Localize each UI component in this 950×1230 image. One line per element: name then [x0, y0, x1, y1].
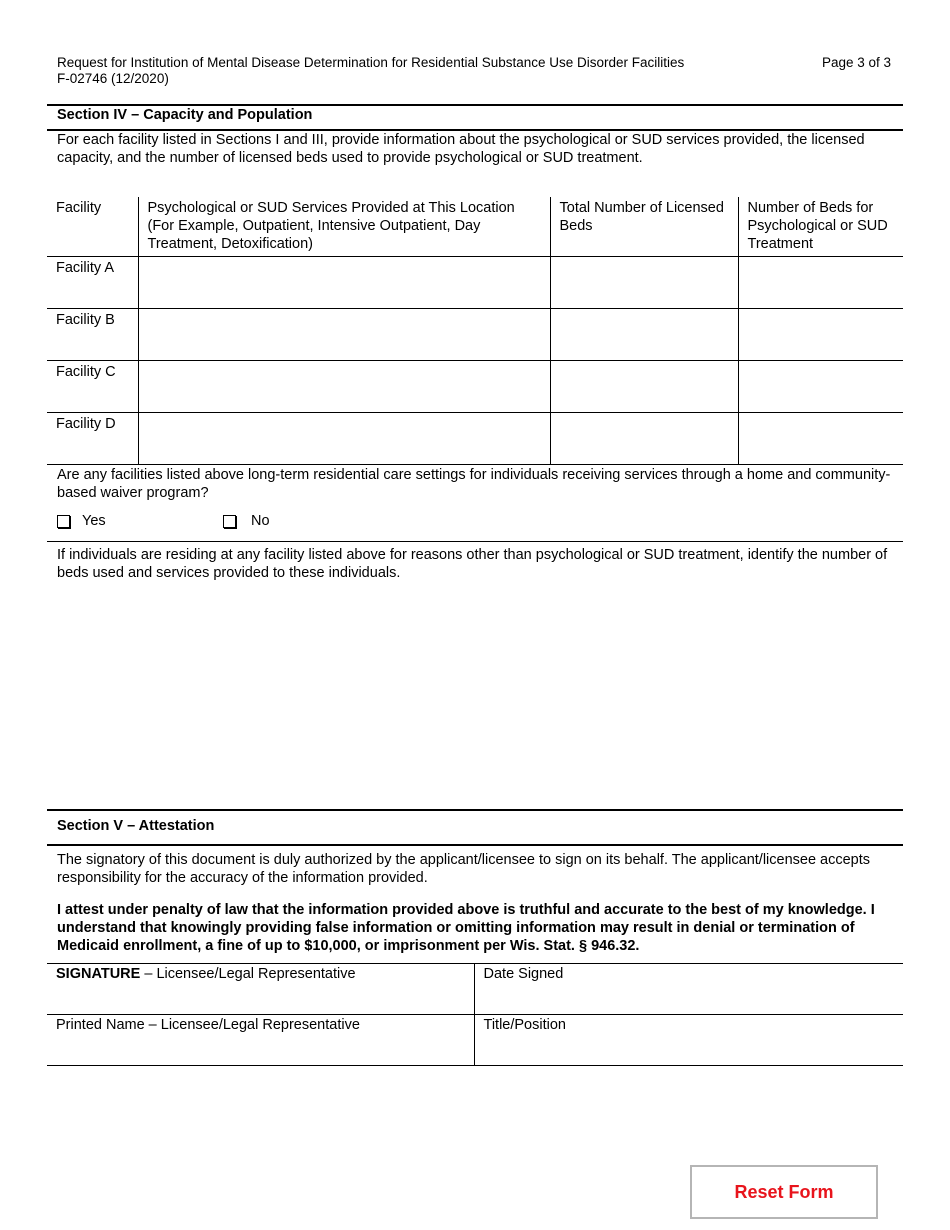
hcbs-question: Are any facilities listed above long-term residential care settings for individuals receiving services through a home and community-based waiver program? — [57, 467, 891, 501]
printed-name-label: Printed Name – Licensee/Legal Representative — [56, 1017, 360, 1033]
col-facility: Facility — [56, 200, 102, 216]
facility-c-services-field[interactable] — [138, 361, 550, 413]
section-4-top-rule — [47, 104, 903, 106]
table-row — [47, 257, 903, 309]
printed-name-field[interactable] — [47, 1015, 474, 1066]
yes-label: Yes — [82, 513, 106, 529]
table-row — [47, 361, 903, 413]
yes-checkbox[interactable] — [57, 515, 70, 528]
no-checkbox[interactable] — [223, 515, 236, 528]
date-signed-field[interactable] — [474, 964, 903, 1015]
capacity-table — [47, 197, 903, 465]
no-option[interactable] — [223, 513, 270, 529]
col-treatment-beds: Number of Beds for Psychological or SUD Treatment — [738, 197, 903, 257]
table-row — [47, 413, 903, 465]
facility-b-total-beds-field[interactable] — [550, 309, 738, 361]
facility-d-label: Facility D — [47, 413, 138, 465]
facility-a-treatment-beds-field[interactable] — [738, 257, 903, 309]
facility-d-treatment-beds-field[interactable] — [738, 413, 903, 465]
reset-form-button[interactable]: Reset Form — [690, 1165, 878, 1219]
facility-c-label: Facility C — [47, 361, 138, 413]
title-position-label: Title/Position — [483, 1017, 566, 1033]
date-signed-label: Date Signed — [483, 966, 564, 982]
facility-a-total-beds-field[interactable] — [550, 257, 738, 309]
signature-field[interactable] — [47, 964, 474, 1015]
other-residents-field[interactable] — [57, 590, 897, 800]
section-5-top-rule — [47, 809, 903, 811]
divider — [47, 541, 903, 542]
section-5-title: Section V – Attestation — [57, 818, 215, 834]
facility-d-services-field[interactable] — [138, 413, 550, 465]
no-label: No — [251, 513, 270, 529]
capacity-table-header — [47, 197, 903, 257]
yes-option[interactable] — [57, 513, 106, 529]
facility-b-treatment-beds-field[interactable] — [738, 309, 903, 361]
form-title-line1: Request for Institution of Mental Disease Determination for Residential Substance Use Disorder Facilities — [57, 55, 685, 70]
attestation-authority: The signatory of this document is duly authorized by the applicant/licensee to sign on its behalf. The applicant/licensee accepts responsibility for the accuracy of the information provided. — [57, 852, 871, 886]
col-total-beds: Total Number of Licensed Beds — [550, 197, 738, 257]
facility-c-treatment-beds-field[interactable] — [738, 361, 903, 413]
facility-c-total-beds-field[interactable] — [550, 361, 738, 413]
attestation-statement: I attest under penalty of law that the information provided above is truthful and accurate to the best of my knowledge. I understand that knowingly providing false information or omitting information may result in denial or termination of Medicaid enrollment, a fine of up to $10,000, or imprisonment per Wis. Stat. § 946.32. — [57, 902, 875, 954]
facility-a-services-field[interactable] — [138, 257, 550, 309]
title-position-field[interactable] — [474, 1015, 903, 1066]
col-services: Psychological or SUD Services Provided at This Location (For Example, Outpatient, Intensive Outpatient, Day Treatment, Detoxification) — [138, 197, 550, 257]
form-number: F-02746 (12/2020) — [57, 71, 169, 86]
page-number: Page 3 of 3 — [822, 55, 892, 70]
section-4-title: Section IV – Capacity and Population — [57, 107, 313, 123]
facility-d-total-beds-field[interactable] — [550, 413, 738, 465]
signature-table — [47, 963, 903, 1066]
form-title — [57, 55, 684, 87]
section-5-title-rule — [47, 844, 903, 846]
signature-label: – Licensee/Legal Representative — [140, 966, 356, 982]
table-row — [47, 309, 903, 361]
other-residents-prompt: If individuals are residing at any facility listed above for reasons other than psychological or SUD treatment, identify the number of beds used and services provided to these individuals. — [57, 547, 888, 581]
facility-b-label: Facility B — [47, 309, 138, 361]
signature-label-bold: SIGNATURE — [56, 966, 141, 982]
section-4-intro: For each facility listed in Sections I and III, provide information about the psychological or SUD services provided, the licensed capacity, and the number of licensed beds used to provide psychological or SUD treatment. — [57, 132, 865, 166]
facility-b-services-field[interactable] — [138, 309, 550, 361]
facility-a-label: Facility A — [47, 257, 138, 309]
